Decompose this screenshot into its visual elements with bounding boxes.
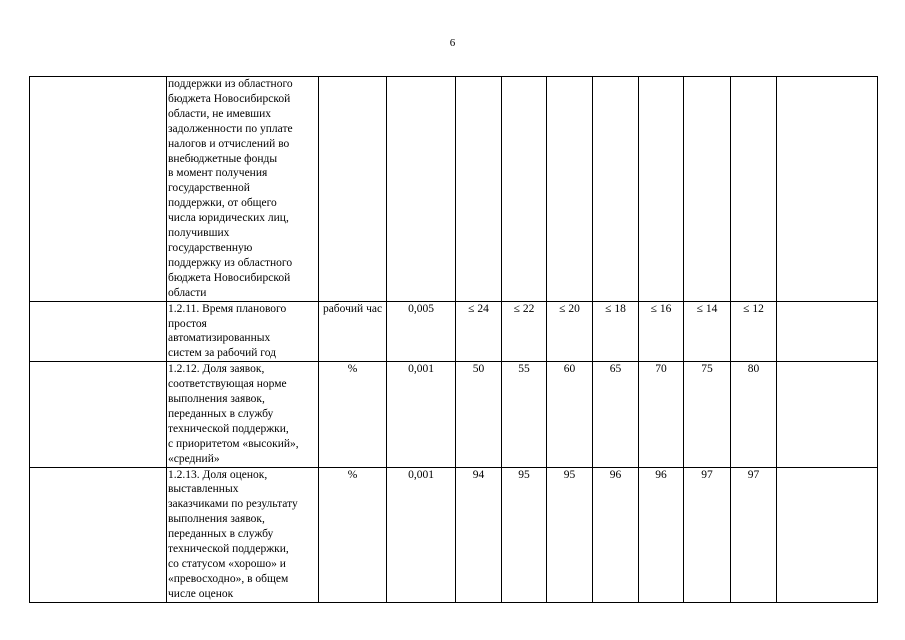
value-cell: 55: [502, 362, 547, 467]
value-cell: 94: [456, 467, 502, 602]
value-cell: 97: [684, 467, 731, 602]
table-row: [30, 467, 878, 602]
value-cell: 75: [684, 362, 731, 467]
indicator-name-cell: [167, 77, 319, 302]
page-number: 6: [449, 37, 456, 49]
unit-cell: %: [319, 467, 387, 602]
value-cell: 70: [639, 362, 684, 467]
weight-cell: 0,005: [387, 301, 456, 362]
index-cell: [30, 301, 167, 362]
indicator-name: 1.2.12. Доля заявок, соответствующая норме выполнения заявок, переданных в службу технической поддержки, с приоритетом «высокий», «средний»: [168, 363, 299, 465]
indicator-name: 1.2.11. Время планового простоя автоматизированных систем за рабочий год: [168, 302, 287, 360]
value-cell: [639, 77, 684, 302]
value-cell: ≤ 12: [731, 301, 777, 362]
table-row: [30, 77, 878, 302]
value-cell: 96: [639, 467, 684, 602]
value-cell: ≤ 14: [684, 301, 731, 362]
value-cell: ≤ 16: [639, 301, 684, 362]
value-cell: ≤ 20: [547, 301, 593, 362]
value-cell: [547, 77, 593, 302]
indicator-name-cell: [167, 362, 319, 467]
value-cell: 96: [593, 467, 639, 602]
index-cell: [30, 77, 167, 302]
indicator-name: 1.2.13. Доля оценок, выставленных заказчиками по результату выполнения заявок, переданных в службу технической поддержки, со статусом «хорошо» и «превосходно», в общем числе оценок: [168, 468, 298, 600]
value-cell: 65: [593, 362, 639, 467]
value-cell: [731, 77, 777, 302]
index-cell: [30, 362, 167, 467]
unit-cell: [319, 77, 387, 302]
value-cell: 50: [456, 362, 502, 467]
value-cell: ≤ 18: [593, 301, 639, 362]
weight-cell: 0,001: [387, 362, 456, 467]
value-cell: 80: [731, 362, 777, 467]
indicators-table: [29, 76, 878, 603]
table-row: [30, 362, 878, 467]
value-cell: 60: [547, 362, 593, 467]
weight-cell: [387, 77, 456, 302]
note-cell: [777, 77, 878, 302]
value-cell: 95: [502, 467, 547, 602]
value-cell: [456, 77, 502, 302]
indicator-name-cell: [167, 301, 319, 362]
weight-cell: 0,001: [387, 467, 456, 602]
unit-cell: %: [319, 362, 387, 467]
note-cell: [777, 467, 878, 602]
note-cell: [777, 362, 878, 467]
value-cell: [502, 77, 547, 302]
value-cell: 95: [547, 467, 593, 602]
note-cell: [777, 301, 878, 362]
unit-cell: рабочий час: [319, 301, 387, 362]
value-cell: [684, 77, 731, 302]
index-cell: [30, 467, 167, 602]
value-cell: ≤ 24: [456, 301, 502, 362]
value-cell: ≤ 22: [502, 301, 547, 362]
indicator-name-cell: [167, 467, 319, 602]
value-cell: [593, 77, 639, 302]
indicator-name: поддержки из областного бюджета Новосибирской области, не имевших задолженности по уплате налогов и отчислений во внебюджетные фонды в момент получения государственной поддержки, от общего числа юридических лиц, получивших государственную поддержку из областного бюджета Новосибирской области: [168, 78, 293, 299]
table-row: [30, 301, 878, 362]
value-cell: 97: [731, 467, 777, 602]
